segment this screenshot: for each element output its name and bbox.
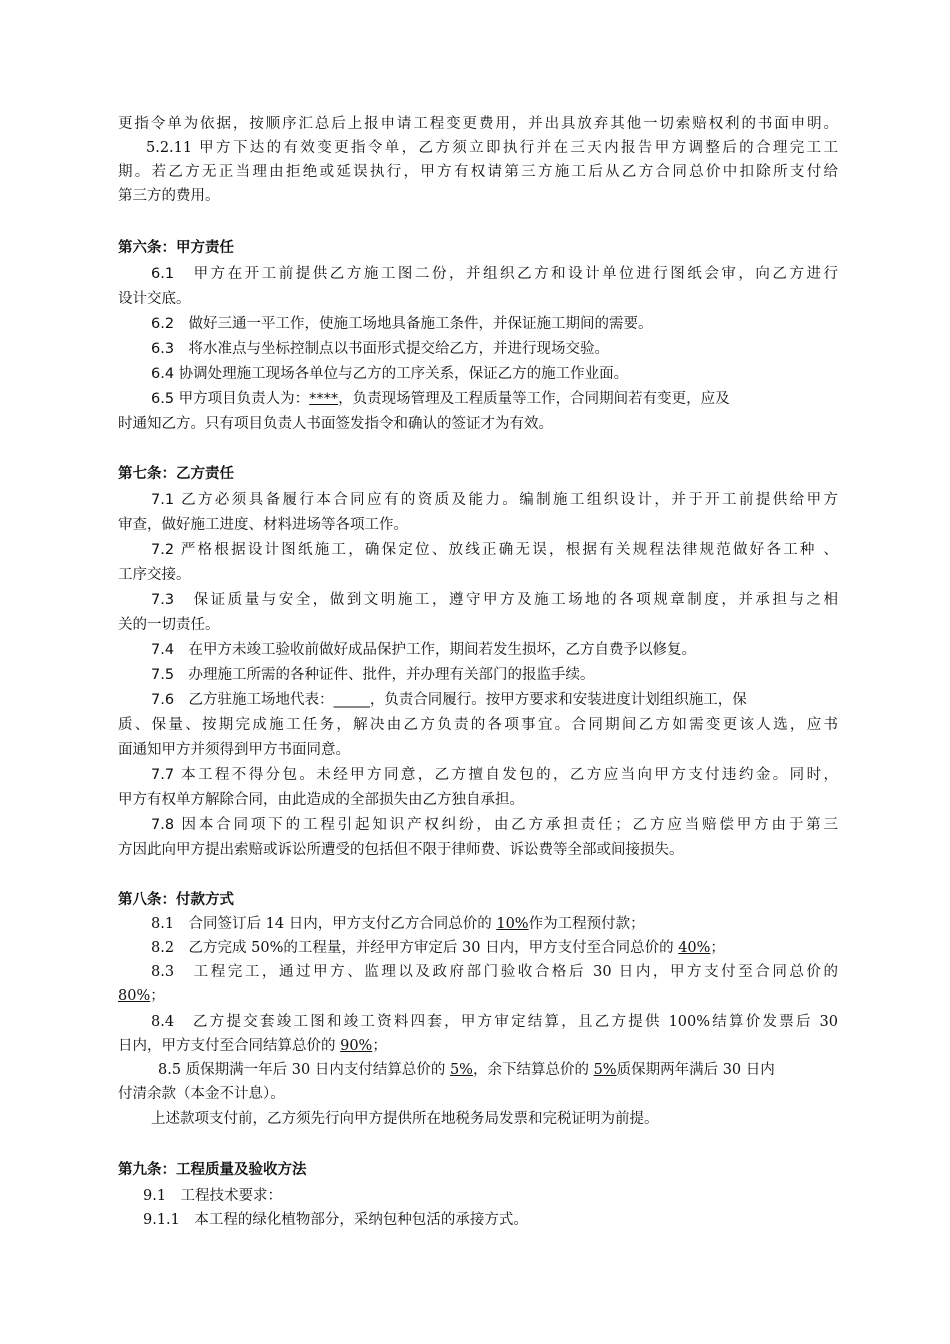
section-heading: 第六条：甲方责任	[118, 240, 234, 256]
clause-text: ，负责合同履行。按甲方要求和安装进度计划组织施工，保	[369, 692, 747, 708]
clause-line: 甲方有权单方解除合同，由此造成的全部损失由乙方独自承担。	[118, 792, 524, 808]
percentage-value: 40%	[678, 940, 711, 956]
payment-text: 8.1 合同签订后 14 日内，甲方支付乙方合同总价的	[151, 916, 497, 932]
payment-text: ，余下结算总价的	[472, 1062, 594, 1078]
percentage-value: 80%	[118, 988, 151, 1004]
payment-text: ；	[150, 988, 165, 1004]
clause-line: 7.5 办理施工所需的各种证件、批件，并办理有关部门的报监手续。	[151, 667, 595, 683]
clause-text: 7.6 乙方驻施工场地代表：	[151, 692, 334, 708]
payment-line: 8.4 乙方提交套竣工图和竣工资料四套，甲方审定结算，且乙方提供 100%结算价发票后 30	[151, 1014, 838, 1030]
payment-line	[118, 1036, 838, 1056]
clause-line: 7.1 乙方必须具备履行本合同应有的资质及能力。编制施工组织设计，并于开工前提供给甲方	[151, 492, 838, 508]
clause-line: 6.3 将水准点与坐标控制点以书面形式提交给乙方，并进行现场交验。	[151, 341, 610, 357]
clause-line: 7.2 严格根据设计图纸施工，确保定位、放线正确无误，根据有关规程法律规范做好各工种 、	[151, 542, 838, 558]
payment-text: 作为工程预付款；	[528, 916, 645, 932]
paragraph-line: 期。若乙方无正当理由拒绝或延误执行，甲方有权请第三方施工后从乙方合同总价中扣除所支付给	[118, 164, 838, 180]
payment-line	[118, 986, 838, 1006]
clause-line: 7.8 因本合同项下的工程引起知识产权纠纷，由乙方承担责任；乙方应当赔偿甲方由于第三	[151, 817, 838, 833]
payment-line	[118, 938, 871, 958]
clause-line: 6.2 做好三通一平工作，使施工场地具备施工条件，并保证施工期间的需要。	[151, 316, 653, 332]
clause-line: 6.1 甲方在开工前提供乙方施工图二份，并组织乙方和设计单位进行图纸会审，向乙方进行	[151, 266, 838, 282]
clause-line: 审查，做好施工进度、材料进场等各项工作。	[118, 517, 408, 533]
clause-line: 质、保量、按期完成施工任务，解决由乙方负责的各项事宜。合同期间乙方如需变更该人选，应书	[118, 717, 838, 733]
clause-line	[118, 389, 871, 409]
fill-in-blank: ****	[309, 391, 339, 407]
payment-line	[118, 914, 871, 934]
clause-line: 方因此向甲方提出索赔或诉讼所遭受的包括但不限于律师费、诉讼费等全部或间接损失。	[118, 842, 684, 858]
payment-line: 8.3 工程完工，通过甲方、监理以及政府部门验收合格后 30 日内，甲方支付至合同总价的	[151, 964, 838, 980]
clause-line: 工序交接。	[118, 567, 191, 583]
payment-line: 上述款项支付前，乙方须先行向甲方提供所在地税务局发票和完税证明为前提。	[151, 1111, 659, 1127]
paragraph-line: 5.2.11 甲方下达的有效变更指令单，乙方须立即执行并在三天内报告甲方调整后的合理完工工	[146, 140, 838, 156]
payment-text: 质保期两年满后 30 日内	[616, 1062, 775, 1078]
payment-line: 付清余款（本金不计息）。	[118, 1086, 285, 1102]
clause-line: 关的一切责任。	[118, 617, 220, 633]
clause-line: 6.4 协调处理施工现场各单位与乙方的工序关系，保证乙方的施工作业面。	[151, 366, 629, 382]
clause-line: 9.1.1 本工程的绿化植物部分，采纳包种包活的承接方式。	[143, 1212, 528, 1228]
percentage-value: 10%	[496, 916, 529, 932]
fill-in-blank: _____	[333, 692, 370, 708]
payment-text: ；	[372, 1038, 387, 1054]
payment-text: 8.2 乙方完成 50%的工程量，并经甲方审定后 30 日内，甲方支付至合同总价的	[151, 940, 679, 956]
clause-text: ，负责现场管理及工程质量等工作，合同期间若有变更，应及	[338, 391, 730, 407]
section-heading: 第七条：乙方责任	[118, 466, 234, 482]
clause-line: 设计交底。	[118, 291, 191, 307]
paragraph-line: 第三方的费用。	[118, 188, 220, 204]
payment-text: ；	[710, 940, 725, 956]
clause-line: 7.7 本工程不得分包。未经甲方同意，乙方擅自发包的，乙方应当向甲方支付违约金。同时，	[151, 767, 838, 783]
clause-line: 9.1 工程技术要求：	[143, 1188, 283, 1204]
percentage-value: 5%	[449, 1062, 473, 1078]
percentage-value: 90%	[340, 1038, 373, 1054]
clause-line: 7.4 在甲方未竣工验收前做好成品保护工作，期间若发生损坏，乙方自费予以修复。	[151, 642, 697, 658]
clause-line: 时通知乙方。只有项目负责人书面签发指令和确认的签证才为有效。	[118, 416, 553, 432]
percentage-value: 5%	[593, 1062, 617, 1078]
payment-line	[118, 1060, 878, 1080]
clause-line	[118, 690, 871, 710]
clause-text: 6.5 甲方项目负责人为：	[151, 391, 310, 407]
payment-text: 日内，甲方支付至合同结算总价的	[118, 1038, 341, 1054]
section-heading: 第九条：工程质量及验收方法	[118, 1162, 307, 1178]
clause-line: 7.3 保证质量与安全，做到文明施工，遵守甲方及施工场地的各项规章制度，并承担与之相	[151, 592, 838, 608]
paragraph-line: 更指令单为依据，按顺序汇总后上报申请工程变更费用，并出具放弃其他一切索赔权利的书面申明。	[118, 116, 838, 132]
payment-text: 8.5 质保期满一年后 30 日内支付结算总价的	[158, 1062, 450, 1078]
clause-line: 面通知甲方并须得到甲方书面同意。	[118, 742, 350, 758]
section-heading: 第八条：付款方式	[118, 892, 234, 908]
